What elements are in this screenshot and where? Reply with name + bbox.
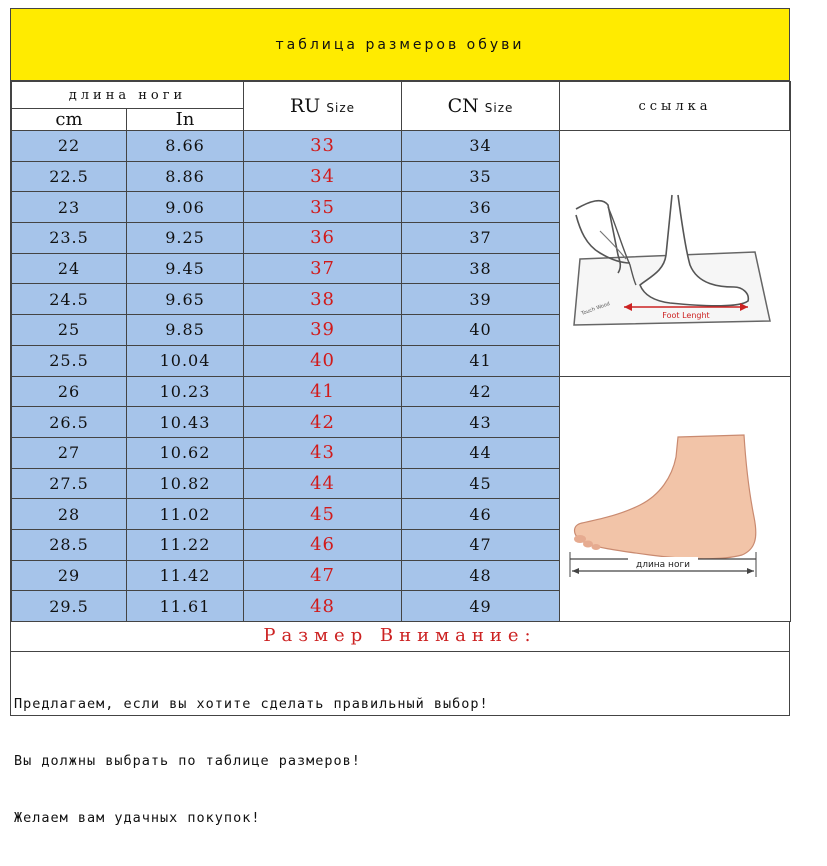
in-cell: 11.02 <box>127 499 244 530</box>
note-line: Вы должны выбрать по таблице размеров! <box>14 753 361 769</box>
cn-cell: 37 <box>402 223 560 254</box>
in-cell: 10.62 <box>127 437 244 468</box>
cm-cell: 27 <box>12 437 127 468</box>
ru-cell: 45 <box>244 499 402 530</box>
foot-length-caption: длина ноги <box>635 560 691 571</box>
cm-cell: 29 <box>12 560 127 591</box>
reference-image-top <box>560 131 791 377</box>
foot-length-header: длина ноги <box>12 82 244 109</box>
cm-cell: 24 <box>12 253 127 284</box>
note-line: Желаем вам удачных покупок! <box>14 810 261 826</box>
in-cell: 10.04 <box>127 345 244 376</box>
in-cell: 9.25 <box>127 223 244 254</box>
in-cell: 9.45 <box>127 253 244 284</box>
note-line: Предлагаем, если вы хотите сделать правильный выбор! <box>14 696 489 712</box>
cm-cell: 26.5 <box>12 407 127 438</box>
cn-header-sub: Size <box>484 101 514 115</box>
foot-length-illustration <box>560 377 789 620</box>
ru-header-sub: Size <box>326 101 356 115</box>
warning-heading: Размер Внимание: <box>11 620 789 652</box>
cm-cell: 27.5 <box>12 468 127 499</box>
cn-cell: 46 <box>402 499 560 530</box>
ru-cell: 47 <box>244 560 402 591</box>
ru-cell: 38 <box>244 284 402 315</box>
ru-cell: 37 <box>244 253 402 284</box>
cm-header: cm <box>12 109 127 131</box>
cm-cell: 28 <box>12 499 127 530</box>
cn-header-main: CN <box>447 95 479 117</box>
cm-cell: 26 <box>12 376 127 407</box>
cn-size-header <box>402 82 560 131</box>
cm-cell: 23 <box>12 192 127 223</box>
in-header: In <box>127 109 244 131</box>
cn-cell: 44 <box>402 437 560 468</box>
ru-cell: 43 <box>244 437 402 468</box>
cn-cell: 34 <box>402 131 560 162</box>
ru-cell: 48 <box>244 591 402 622</box>
in-cell: 9.85 <box>127 315 244 346</box>
cn-cell: 41 <box>402 345 560 376</box>
ru-cell: 41 <box>244 376 402 407</box>
cm-cell: 23.5 <box>12 223 127 254</box>
in-cell: 9.06 <box>127 192 244 223</box>
size-chart <box>10 8 790 826</box>
in-cell: 11.22 <box>127 529 244 560</box>
in-cell: 10.23 <box>127 376 244 407</box>
reference-image-bottom <box>560 376 791 622</box>
wood-label: Touch Wood <box>580 301 611 318</box>
ru-cell: 39 <box>244 315 402 346</box>
ru-cell: 44 <box>244 468 402 499</box>
cn-cell: 47 <box>402 529 560 560</box>
table-row <box>12 376 791 407</box>
cm-cell: 28.5 <box>12 529 127 560</box>
in-cell: 8.86 <box>127 161 244 192</box>
reference-header: ссылка <box>560 82 791 131</box>
cn-cell: 35 <box>402 161 560 192</box>
cn-cell: 45 <box>402 468 560 499</box>
cn-cell: 48 <box>402 560 560 591</box>
cm-cell: 25 <box>12 315 127 346</box>
table-row <box>12 131 791 162</box>
in-cell: 11.61 <box>127 591 244 622</box>
in-cell: 8.66 <box>127 131 244 162</box>
ru-header-main: RU <box>290 95 321 117</box>
ru-cell: 46 <box>244 529 402 560</box>
ru-cell: 33 <box>244 131 402 162</box>
chart-title: таблица размеров обуви <box>11 9 789 81</box>
cn-cell: 38 <box>402 253 560 284</box>
ru-cell: 35 <box>244 192 402 223</box>
cn-cell: 36 <box>402 192 560 223</box>
notes-block <box>14 657 789 866</box>
in-cell: 11.42 <box>127 560 244 591</box>
size-table <box>11 81 791 622</box>
cn-cell: 40 <box>402 315 560 346</box>
cm-cell: 22.5 <box>12 161 127 192</box>
cn-cell: 49 <box>402 591 560 622</box>
in-cell: 9.65 <box>127 284 244 315</box>
ru-cell: 40 <box>244 345 402 376</box>
ru-cell: 42 <box>244 407 402 438</box>
cn-cell: 39 <box>402 284 560 315</box>
in-cell: 10.43 <box>127 407 244 438</box>
foot-length-label: Foot Lenght <box>662 311 710 321</box>
cm-cell: 22 <box>12 131 127 162</box>
ru-cell: 34 <box>244 161 402 192</box>
ru-size-header <box>244 82 402 131</box>
cn-cell: 43 <box>402 407 560 438</box>
cn-cell: 42 <box>402 376 560 407</box>
ru-cell: 36 <box>244 223 402 254</box>
cm-cell: 29.5 <box>12 591 127 622</box>
cm-cell: 25.5 <box>12 345 127 376</box>
foot-measure-side-illustration <box>560 135 789 371</box>
cm-cell: 24.5 <box>12 284 127 315</box>
in-cell: 10.82 <box>127 468 244 499</box>
